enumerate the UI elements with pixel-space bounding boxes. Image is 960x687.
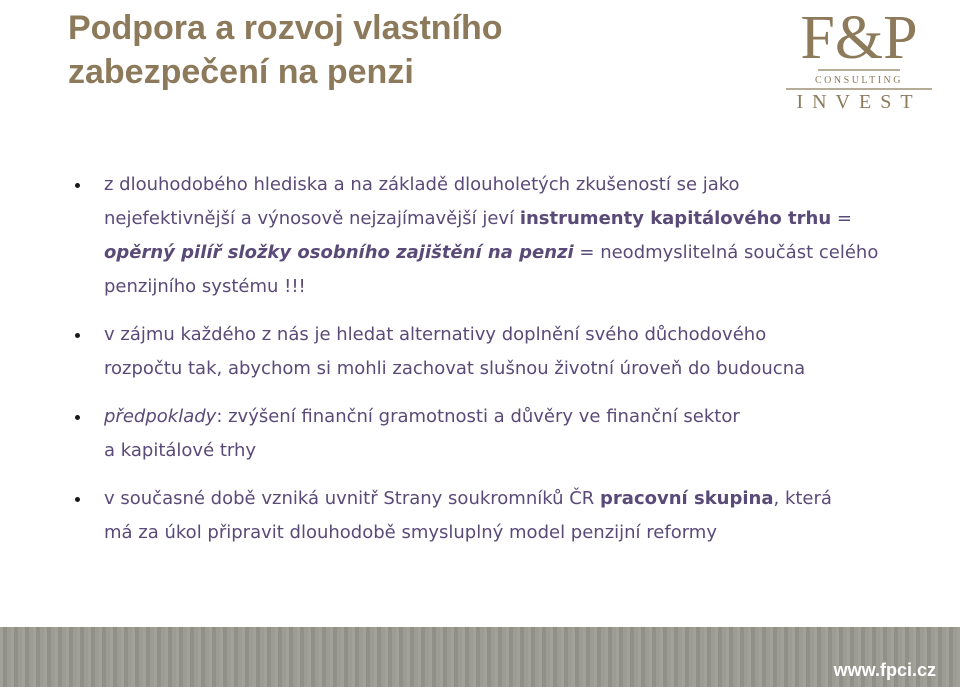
bullet-item-3	[0, 400, 960, 468]
bullet-2-text-b: rozpočtu tak, abychom si mohli zachovat slušnou životní úroveň do budoucna	[104, 358, 806, 379]
bullet-4-text-c: má za úkol připravit dlouhodobě smysluplný model penzijní reformy	[104, 522, 717, 543]
bullet-3-text-a: : zvýšení finanční gramotnosti a důvěry ve finanční sektor	[216, 406, 740, 427]
bullet-3-italic-prerequisites: předpoklady	[104, 406, 217, 427]
bullet-4-line-1	[104, 482, 900, 516]
bullet-item-2	[0, 318, 960, 386]
bullet-3-text-b: a kapitálové trhy	[104, 440, 257, 461]
bullet-1-line-4	[104, 270, 900, 304]
logo-mark: F&P	[800, 4, 918, 72]
bullet-1-text-c: =	[831, 208, 852, 229]
slide-title	[68, 6, 503, 94]
bullet-3-line-2	[104, 434, 900, 468]
bullet-item-1	[0, 168, 960, 304]
logo-consulting: CONSULTING	[815, 75, 903, 86]
bullet-item-4	[0, 482, 960, 550]
bullet-1-text-a: z dlouhodobého hlediska a na základě dlouholetých zkušeností se jako	[104, 174, 740, 195]
bullet-icon	[75, 333, 80, 338]
bullet-1-line-2	[104, 202, 900, 236]
bullet-2-text-a: v zájmu každého z nás je hledat alternativy doplnění svého důchodového	[104, 324, 767, 345]
bullet-2-line-1	[104, 318, 900, 352]
bullet-1-text-b: nejefektivnější a výnosově nejzajímavější jeví	[104, 208, 520, 229]
bullet-1-bold-italic-pillar: opěrný pilíř složky osobního zajištění na penzi	[104, 242, 574, 263]
bullet-4-line-2	[104, 516, 900, 550]
logo-invest: INVEST	[796, 91, 922, 112]
slide-title-line-2: zabezpečení na penzi	[68, 53, 414, 91]
footer-website-link[interactable]: www.fpci.cz	[833, 660, 936, 680]
bullet-list	[0, 168, 960, 550]
footer-bar	[0, 627, 960, 687]
bullet-icon	[75, 183, 80, 188]
bullet-4-bold-working-group: pracovní skupina	[600, 488, 774, 509]
bullet-4-text-a: v současné době vzniká uvnitř Strany soukromníků ČR	[104, 488, 601, 509]
slide-title-line-1: Podpora a rozvoj vlastního	[68, 9, 503, 47]
bullet-3-line-1	[104, 400, 900, 434]
bullet-1-bold-capital-markets: instrumenty kapitálového trhu	[519, 208, 832, 229]
bullet-icon	[75, 497, 80, 502]
logo-graphic	[784, 0, 934, 112]
bullet-2-line-2	[104, 352, 900, 386]
fp-consulting-invest-logo	[784, 0, 934, 112]
bullet-icon	[75, 415, 80, 420]
bullet-1-line-3	[104, 236, 900, 270]
bullet-1-text-e: penzijního systému !!!	[104, 276, 306, 297]
bullet-1-text-d: = neodmyslitelná součást celého	[573, 242, 879, 263]
bullet-1-line-1	[104, 168, 900, 202]
bullet-4-text-b: , která	[773, 488, 832, 509]
